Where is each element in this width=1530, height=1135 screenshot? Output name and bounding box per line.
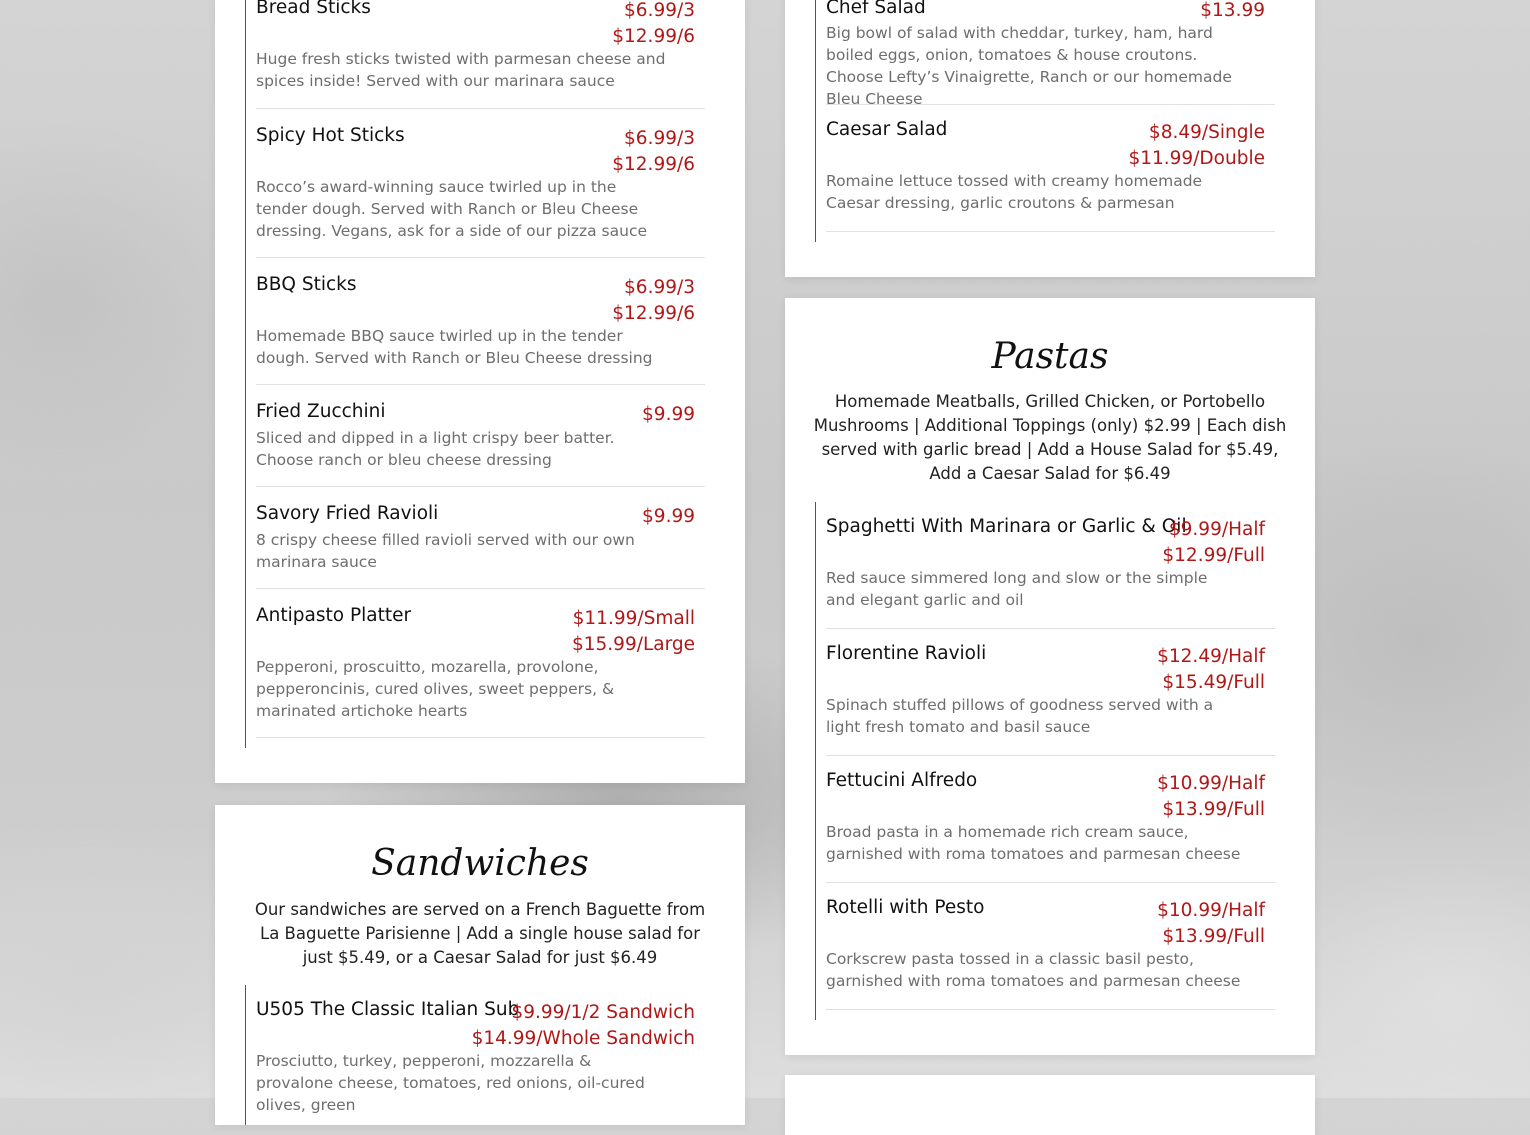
section-title: Sandwiches xyxy=(371,843,589,884)
next-section-card xyxy=(785,1075,1315,1135)
price-option: $13.99/Full xyxy=(1162,799,1265,820)
item-price xyxy=(642,402,695,428)
item-price xyxy=(612,0,695,50)
price-option: $13.99 xyxy=(1200,0,1265,21)
section-title: Pastas xyxy=(991,336,1109,377)
price-option: $14.99/Whole Sandwich xyxy=(471,1028,695,1049)
price-option: $11.99/Small xyxy=(572,608,695,629)
item-price xyxy=(1200,0,1265,24)
price-option: $6.99/3 xyxy=(624,277,695,298)
item-description: Corkscrew pasta tossed in a classic basil pesto, garnished with roma tomatoes and parmesan cheese xyxy=(826,950,1241,990)
item-name: Florentine Ravioli xyxy=(826,643,987,664)
item-description: Broad pasta in a homemade rich cream sauce, garnished with roma tomatoes and parmesan cheese xyxy=(826,823,1241,863)
menu-item xyxy=(826,514,1275,629)
item-description: Huge fresh sticks twisted with parmesan cheese and spices inside! Served with our marinara sauce xyxy=(256,50,666,90)
sandwiches-list xyxy=(245,985,726,1125)
item-description: 8 crispy cheese filled ravioli served with our own marinara sauce xyxy=(256,531,635,571)
menu-item xyxy=(826,883,1275,1010)
pastas-card xyxy=(785,298,1315,1055)
menu-item xyxy=(256,258,705,385)
price-option: $12.99/6 xyxy=(612,154,695,175)
menu-item xyxy=(256,0,705,109)
item-description: Pepperoni, proscuitto, mozarella, provolone, pepperoncinis, cured olives, sweet peppers, & marinated artichoke hearts xyxy=(256,658,615,720)
item-name: Spaghetti With Marinara or Garlic & Oil xyxy=(826,516,1187,537)
menu-item xyxy=(256,109,705,258)
item-description: Homemade BBQ sauce twirled up in the tender dough. Served with Ranch or Bleu Cheese dressing xyxy=(256,327,653,367)
item-name: Caesar Salad xyxy=(826,119,948,140)
item-name: Antipasto Platter xyxy=(256,605,412,626)
menu-item xyxy=(256,385,705,487)
menu-item xyxy=(826,756,1275,883)
item-name: U505 The Classic Italian Sub xyxy=(256,999,520,1020)
salads-card xyxy=(785,0,1315,277)
section-intro: Our sandwiches are served on a French Baguette from La Baguette Parisienne | Add a single house salad for just $5.49, or a Caesar Salad for just $6.49 xyxy=(254,900,706,967)
item-description: Romaine lettuce tossed with creamy homemade Caesar dressing, garlic croutons & parmesan xyxy=(826,172,1203,212)
menu-item xyxy=(826,629,1275,756)
price-option: $15.49/Full xyxy=(1162,672,1265,693)
price-option: $12.99/6 xyxy=(612,303,695,324)
section-intro: Homemade Meatballs, Grilled Chicken, or Portobello Mushrooms | Additional Toppings (only) $2.99 | Each dish served with garlic bread | Add a House Salad for $5.49, Add a Caesar Salad for $6.49 xyxy=(813,392,1287,483)
price-option: $9.99 xyxy=(642,404,695,425)
item-name: Fried Zucchini xyxy=(256,401,386,422)
price-option: $10.99/Half xyxy=(1157,900,1265,921)
item-description: Rocco’s award-winning sauce twirled up in the tender dough. Served with Ranch or Bleu Cheese dressing. Vegans, ask for a side of our pizza sauce xyxy=(256,178,648,240)
item-price xyxy=(612,275,695,327)
item-description: Sliced and dipped in a light crispy beer batter. Choose ranch or bleu cheese dressing xyxy=(256,429,615,469)
item-price xyxy=(1157,644,1265,696)
item-name: Bread Sticks xyxy=(256,0,371,18)
item-name: Chef Salad xyxy=(826,0,926,18)
price-option: $13.99/Full xyxy=(1162,926,1265,947)
item-name: Savory Fried Ravioli xyxy=(256,503,439,524)
price-option: $12.99/6 xyxy=(612,26,695,47)
menu-item xyxy=(826,105,1275,232)
menu-item xyxy=(256,487,705,589)
item-price xyxy=(472,1000,695,1052)
item-price xyxy=(572,606,695,658)
appetizers-list xyxy=(245,0,726,748)
price-option: $6.99/3 xyxy=(624,0,695,21)
salads-list xyxy=(815,0,1296,242)
item-name: Rotelli with Pesto xyxy=(826,897,985,918)
price-option: $12.99/Full xyxy=(1162,545,1265,566)
price-option: $8.49/Single xyxy=(1148,122,1265,143)
price-option: $9.99/Half xyxy=(1168,519,1265,540)
item-name: Fettucini Alfredo xyxy=(826,770,978,791)
price-option: $10.99/Half xyxy=(1157,773,1265,794)
item-price xyxy=(612,126,695,178)
menu-item xyxy=(256,997,705,1127)
price-option: $11.99/Double xyxy=(1128,148,1265,169)
price-option: $9.99/1/2 Sandwich xyxy=(511,1002,695,1023)
item-price xyxy=(642,504,695,530)
price-option: $12.49/Half xyxy=(1157,646,1265,667)
appetizers-card xyxy=(215,0,745,783)
item-price xyxy=(1157,771,1265,823)
item-description: Spinach stuffed pillows of goodness served with a light fresh tomato and basil sauce xyxy=(826,696,1214,736)
price-option: $9.99 xyxy=(642,506,695,527)
pastas-list xyxy=(815,502,1296,1020)
sandwiches-card xyxy=(215,805,745,1125)
menu-item xyxy=(256,589,705,738)
item-name: BBQ Sticks xyxy=(256,274,357,295)
item-price xyxy=(1157,898,1265,950)
item-price xyxy=(1128,120,1265,172)
price-option: $15.99/Large xyxy=(571,634,695,655)
item-name: Spicy Hot Sticks xyxy=(256,125,405,146)
item-description: Red sauce simmered long and slow or the simple and elegant garlic and oil xyxy=(826,569,1208,609)
menu-item xyxy=(826,0,1275,108)
item-description: Big bowl of salad with cheddar, turkey, ham, hard boiled eggs, onion, tomatoes & house croutons. Choose Lefty’s Vinaigrette, Ranch or our homemade Bleu Cheese xyxy=(826,24,1232,108)
item-description: Prosciutto, turkey, pepperoni, mozzarella & provalone cheese, tomatoes, red onions, oil-cured olives, green xyxy=(256,1052,645,1114)
price-option: $6.99/3 xyxy=(624,128,695,149)
item-price xyxy=(1162,517,1265,569)
